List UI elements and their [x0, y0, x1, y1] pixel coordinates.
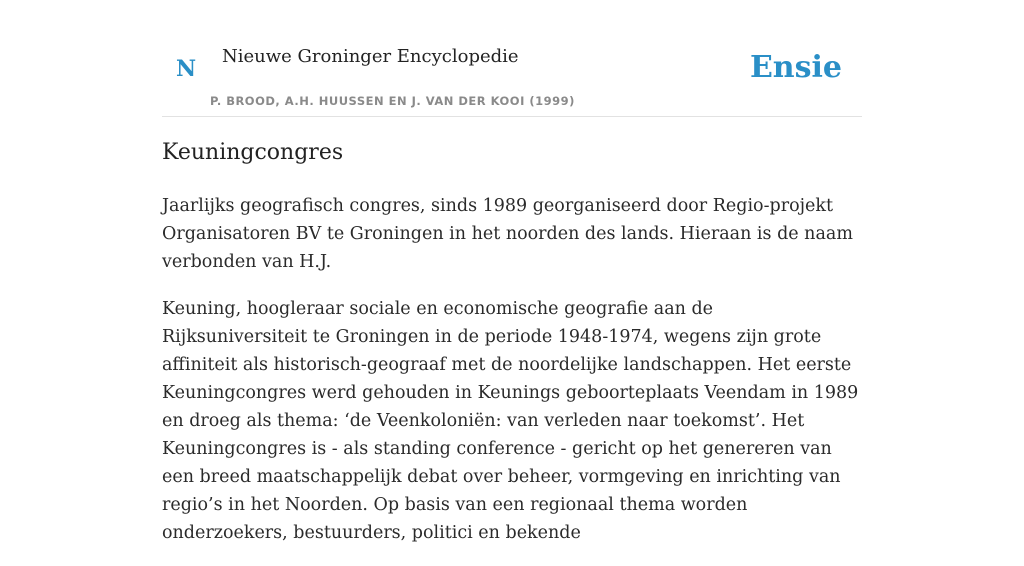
encyclopedia-logo[interactable]: N — [176, 56, 197, 82]
article-paragraph: Keuning, hoogleraar sociale en economische geografie aan de Rijksuniversiteit te Groningen in de periode 1948-1974, wegens zijn grote affiniteit als historisch-geograaf met de noordelijke landschappen. Het eerste Keuningcongres werd gehouden in Keunings geboorteplaats Veendam in 1989 en droeg als thema: ‘de Veenkoloniën: van verleden naar toekomst’. Het Keuningcongres is - als standing conference - gericht op het genereren van een breed maatschappelijk debat over beheer, vormgeving en inrichting van regio’s in het Noorden. Op basis van een regionaal thema worden onderzoekers, bestuurders, politici en bekende — [162, 299, 859, 543]
article-paragraph: Jaarlijks geografisch congres, sinds 1989 georganiseerd door Regio-projekt Organisatoren BV te Groningen in het noorden des lands. Hieraan is de naam verbonden van H.J. — [162, 196, 853, 272]
article-title: Keuningcongres — [162, 140, 344, 165]
ensie-brand-logo[interactable]: Ensie — [749, 50, 842, 85]
article-body — [162, 192, 862, 566]
book-authors: P. BROOD, A.H. HUUSSEN EN J. VAN DER KOOI (1999) — [210, 94, 575, 108]
page-header — [162, 0, 862, 117]
book-title-link[interactable]: Nieuwe Groninger Encyclopedie — [222, 46, 519, 67]
